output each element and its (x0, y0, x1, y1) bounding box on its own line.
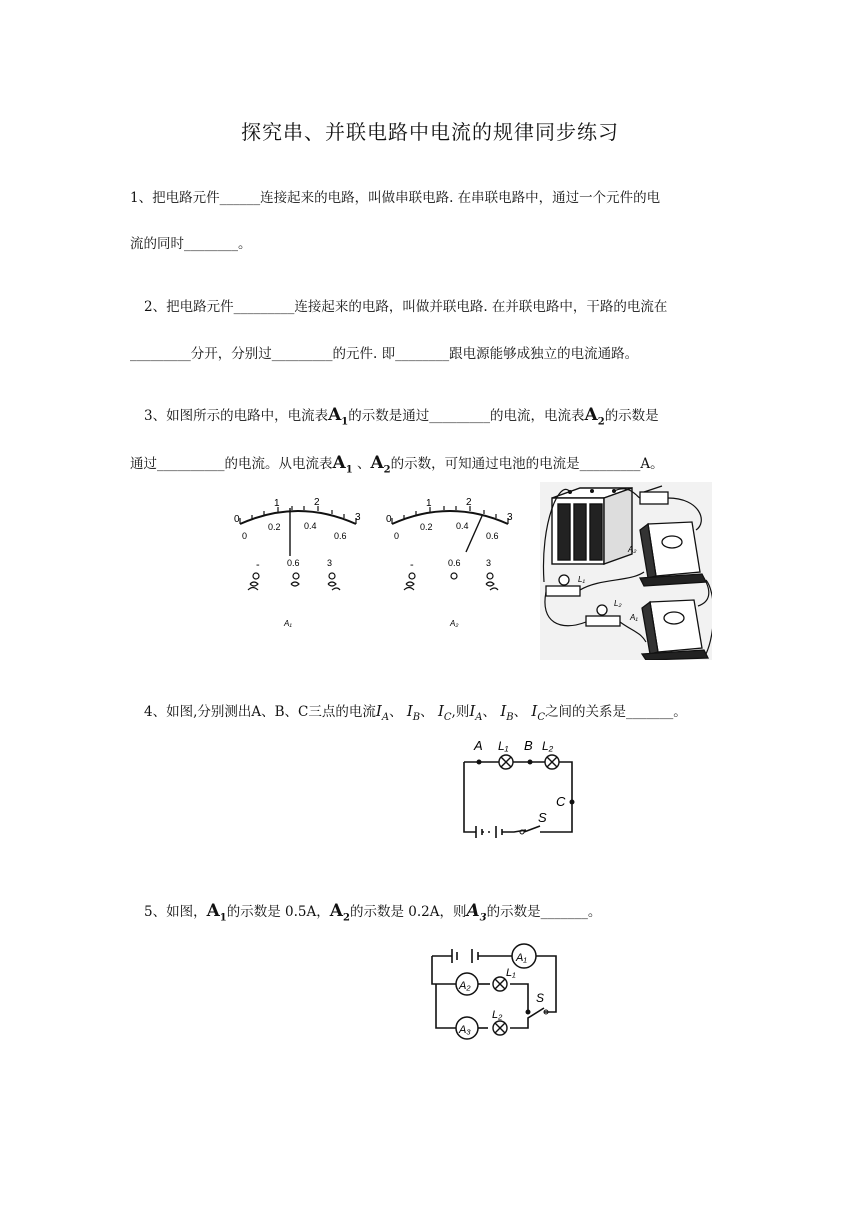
dial-top-tick: 3 (507, 512, 513, 523)
dial-bottom-tick: 0.2 (420, 522, 433, 532)
q4-text-a: 4、如图,分别测出A、B、C三点的电流 (144, 704, 376, 720)
apparatus-label-l1: L₁ (578, 575, 585, 584)
lamp-l2-label: L₂ (542, 739, 554, 753)
point-a-label: A (474, 738, 483, 753)
ammeter-a3-label: A₃ (459, 1024, 471, 1036)
q5-line (144, 900, 601, 923)
q5-text-c: 的示数是 0.2A，则 (349, 904, 467, 920)
ammeter-a1-symbol: $A_1$ (206, 901, 227, 924)
q5-text-b: 的示数是 0.5A， (226, 904, 330, 920)
q2-line2: _________分开，分别过_________的元件. 即________跟电源能够成独立的电流通路。 (130, 346, 639, 362)
point-c-label: C (556, 794, 566, 809)
q3-text-d: 通过__________的电流。从电流表 (130, 456, 333, 472)
ammeter-a1-symbol: $A_1$ (328, 405, 349, 428)
lamp-l1-label: L₁ (498, 739, 509, 753)
terminal-label: 3 (486, 558, 492, 568)
bulb-l1 (499, 755, 513, 769)
ammeter-a2-dial (384, 488, 524, 658)
dial-top-tick: 1 (426, 498, 432, 509)
series-circuit-diagram (454, 730, 588, 842)
terminal-knobs (404, 573, 498, 590)
q5-text-a: 5、如图， (144, 904, 207, 920)
apparatus-label-a2: A₂ (628, 545, 637, 554)
current-ia-symbol: $I_A$ (469, 702, 483, 723)
terminal-label: 3 (327, 558, 333, 568)
bulb-l1 (493, 977, 507, 991)
current-ia-symbol: $I_A$ (375, 702, 390, 723)
ammeter-a2-symbol: $A_2$ (329, 901, 350, 924)
apparatus-label-a1: A₁ (630, 613, 638, 622)
ammeter-a1-symbol: $A_1$ (332, 453, 353, 476)
dial-top-tick: 2 (314, 497, 320, 508)
dial-bottom-tick: 0 (394, 531, 400, 541)
ammeter-a2-label: A₂ (459, 980, 471, 992)
current-ic-symbol: $I_C$ (531, 702, 545, 723)
q4-text-b: ,则 (451, 704, 470, 720)
current-ic-symbol: $I_C$ (437, 702, 452, 723)
terminal-label: - (410, 559, 414, 571)
dial-top-tick: 3 (355, 512, 361, 523)
lamp-l1-label: L₁ (506, 967, 516, 979)
dial-bottom-tick: 0 (242, 531, 248, 541)
point-b-label: B (524, 738, 533, 753)
current-ib-symbol: $I_B$ (500, 702, 514, 723)
terminal-label: 0.6 (448, 558, 461, 568)
switch-s-label: S (536, 991, 545, 1005)
q4-text-c: 之间的关系是_______。 (545, 704, 687, 720)
dial-top-tick: 2 (466, 497, 472, 508)
dial-caption: A₂ (450, 619, 459, 628)
dial-bottom-tick: 0.6 (334, 531, 347, 541)
q2-line1: 2、把电路元件_________连接起来的电路，叫做并联电路. 在并联电路中，干路的电流在 (144, 299, 668, 315)
q3-line1 (144, 404, 659, 427)
q3-line2: 通过__________的电流。从电流表$A_1$ 、$A_2$的示数，可知通过电池的电流是_________A。 (130, 453, 664, 476)
q3-text-a: 3、如图所示的电路中，电流表 (144, 408, 329, 424)
ammeter-a1-dial (228, 488, 368, 658)
dial-bottom-tick: 0.6 (486, 531, 499, 541)
ammeter-a2-symbol: $A_2$ (584, 405, 605, 428)
terminal-label: - (256, 559, 260, 571)
ammeter-a1-label: A₁ (516, 952, 527, 964)
dial-bottom-tick: 0.4 (456, 521, 469, 531)
q3-text-b: 的示数是通过_________的电流，电流表 (348, 408, 585, 424)
q4-line: 4、如图,分别测出A、B、C三点的电流$I_A$、 $I_B$、 $I_C$,则$I_A$、 $I_B$、 $I_C$之间的关系是_______。 (144, 702, 687, 723)
page-title: 探究串、并联电路中电流的规律同步练习 (241, 120, 619, 144)
bulb-l2 (545, 755, 559, 769)
current-ib-symbol: $I_B$ (406, 702, 421, 723)
dial-top-tick: 0 (234, 514, 240, 525)
dial-top-tick: 1 (274, 498, 280, 509)
parallel-circuit-diagram (426, 936, 562, 1048)
dial-caption: A₁ (284, 619, 292, 628)
apparatus-label-l2: L₂ (614, 599, 622, 608)
ammeter-a2-symbol: $A_2$ (370, 453, 391, 476)
q3-text-c: 的示数是 (604, 408, 659, 424)
q1-line1: 1、把电路元件______连接起来的电路，叫做串联电路. 在串联电路中，通过一个元件的电 (130, 190, 661, 206)
q5-text-d: 的示数是_______。 (486, 904, 602, 920)
q3-text-f: 的示数，可知通过电池的电流是_________A。 (390, 456, 664, 472)
bulb-l2 (493, 1021, 507, 1035)
ammeter-a3-symbol: $A_3$ (466, 901, 487, 924)
terminal-knobs (248, 573, 340, 590)
switch-s-label: S (538, 810, 547, 825)
terminal-label: 0.6 (287, 558, 300, 568)
dial-bottom-tick: 0.2 (268, 522, 281, 532)
dial-bottom-tick: 0.4 (304, 521, 317, 531)
dial-top-tick: 0 (386, 514, 392, 525)
lamp-l2-label: L₂ (492, 1009, 503, 1021)
q1-line2: 流的同时________。 (130, 236, 252, 252)
apparatus-diagram (540, 482, 712, 660)
